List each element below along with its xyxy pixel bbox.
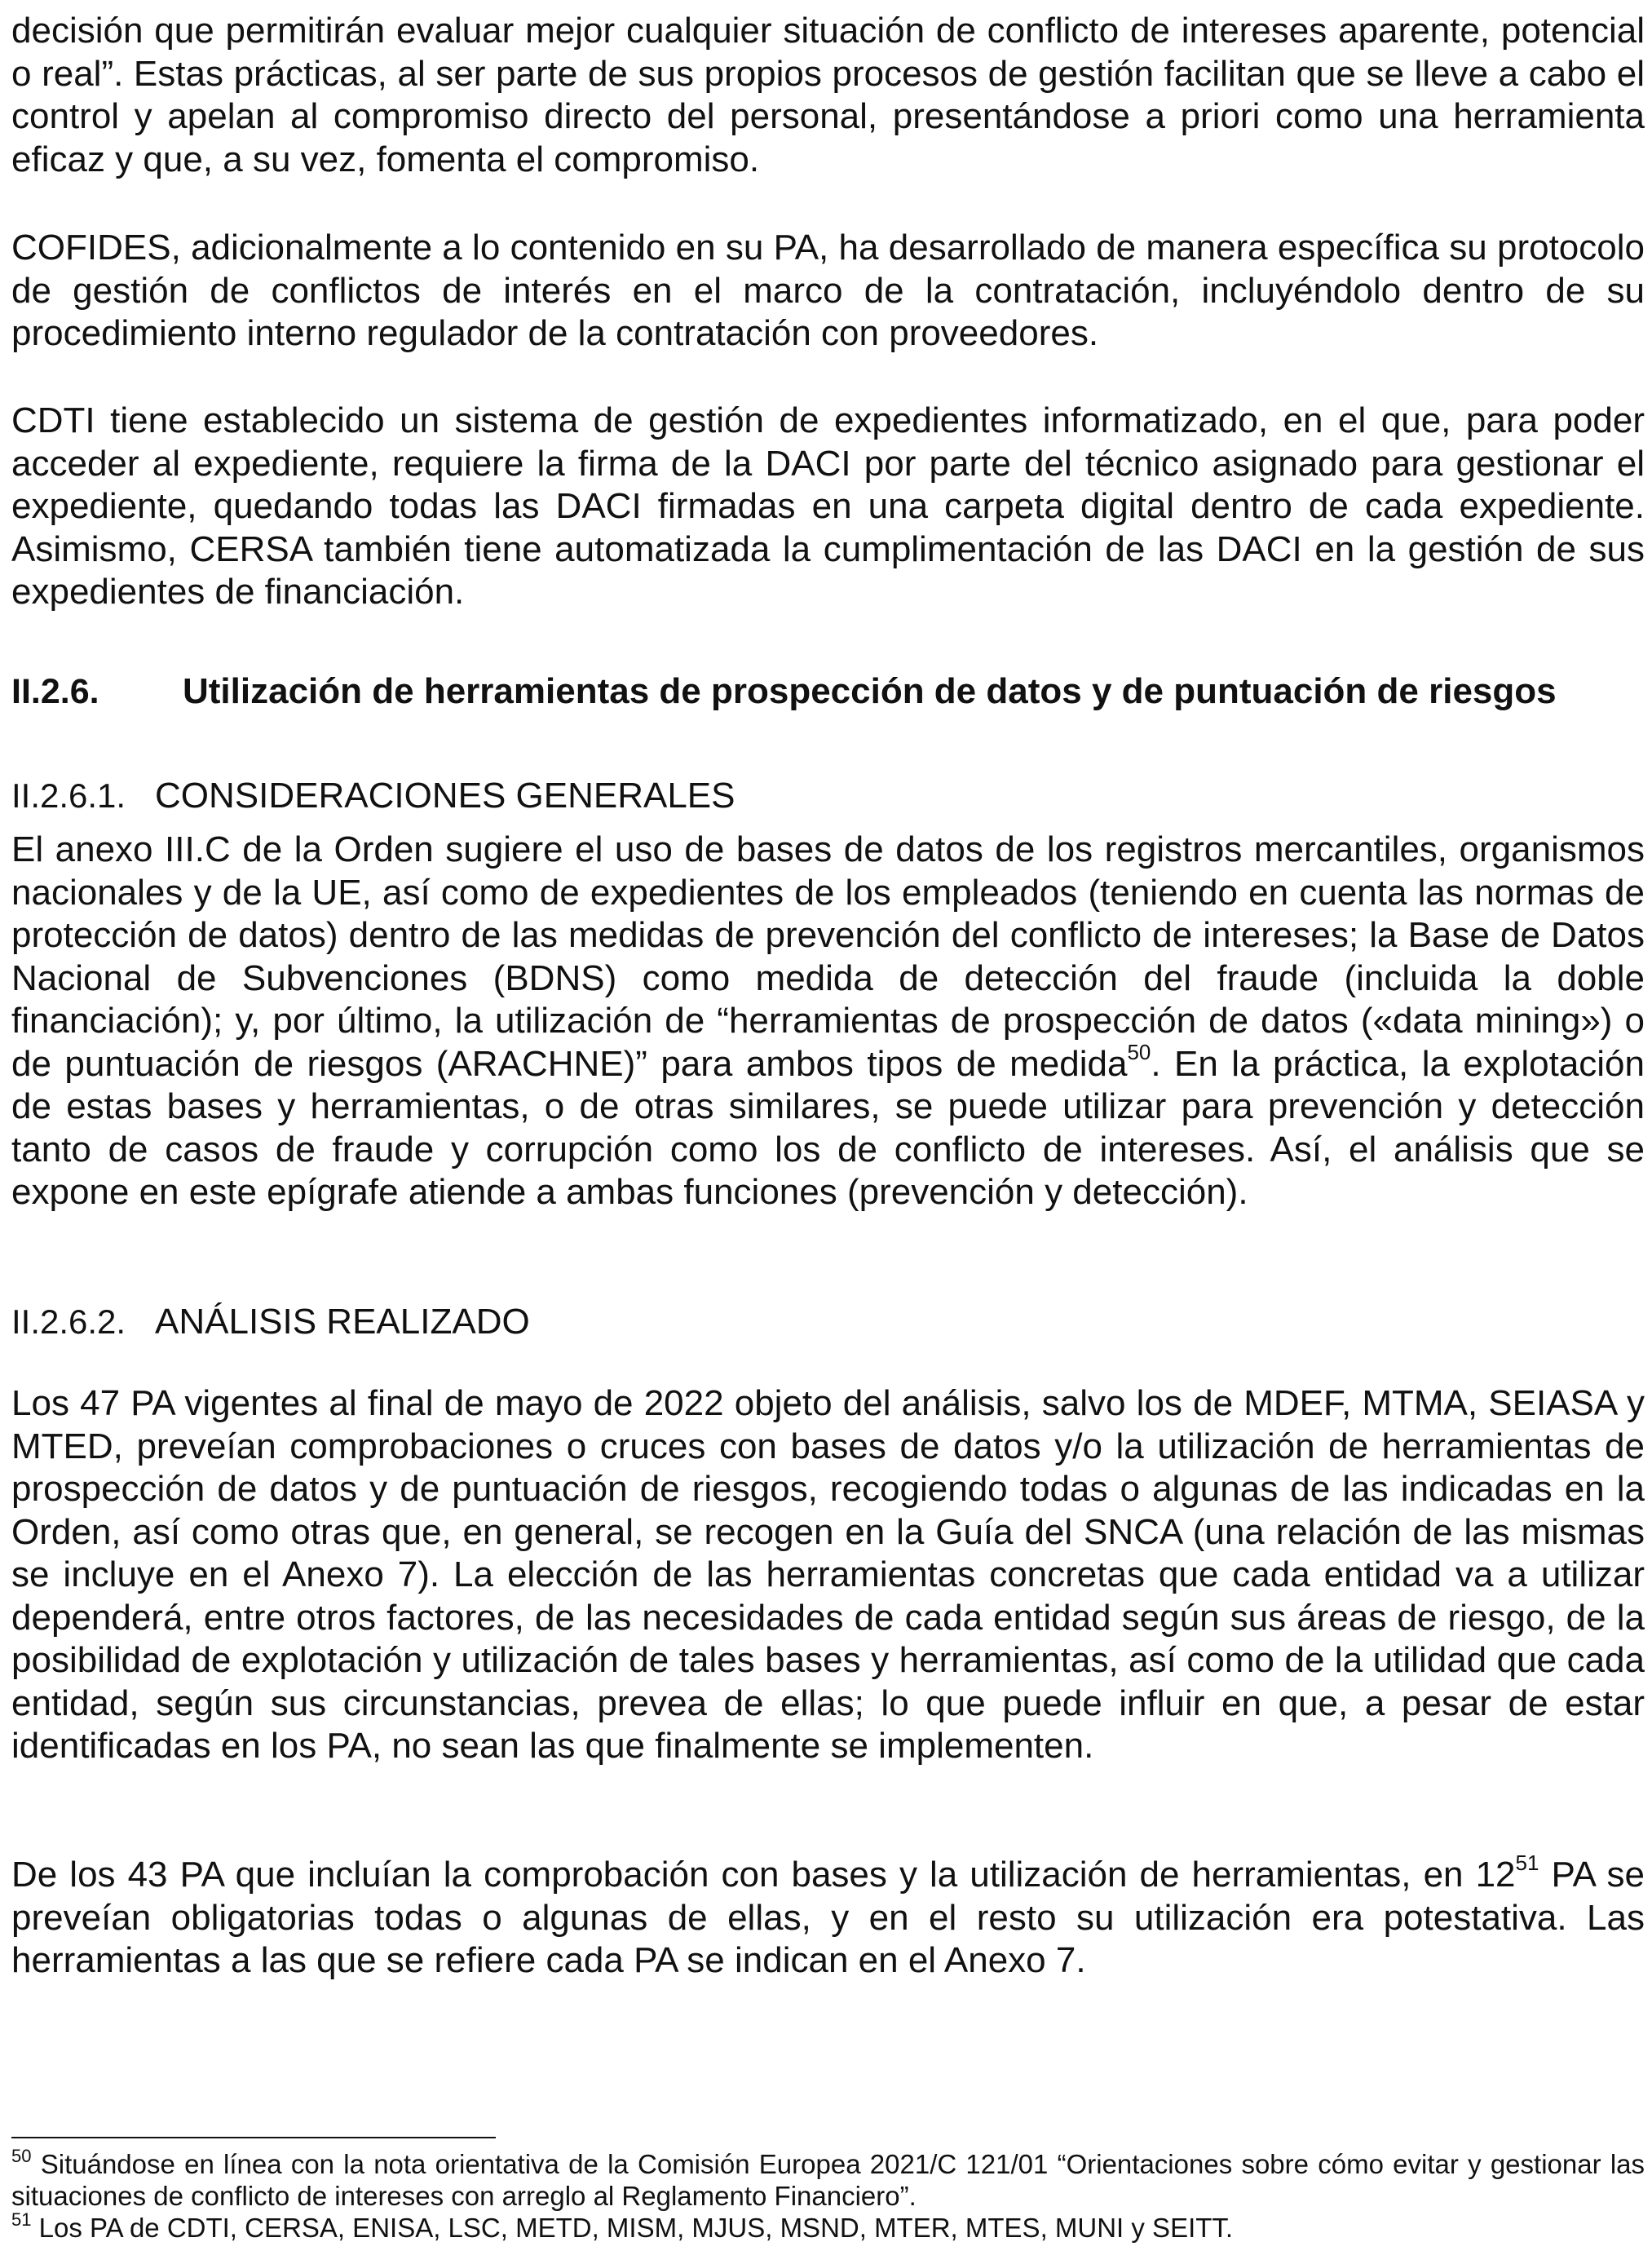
footnotes	[11, 2148, 1645, 2244]
footnote-50	[11, 2148, 1645, 2212]
subsection-number: II.2.6.1.	[11, 776, 126, 815]
footnote-text: Situándose en línea con la nota orientativa de la Comisión Europea 2021/C 121/01 “Orientaciones sobre cómo evitar y gestionar las situaciones de conflicto de intereses con arreglo al Reglamento Financiero”.	[11, 2149, 1645, 2211]
subsection-number: II.2.6.2.	[11, 1302, 126, 1341]
subsection-title: CONSIDERACIONES GENERALES	[155, 776, 735, 816]
footnote-text: Los PA de CDTI, CERSA, ENISA, LSC, METD, MISM, MJUS, MSND, MTER, MTES, MUNI y SEITT.	[31, 2213, 1234, 2243]
paragraph-47-pa: Los 47 PA vigentes al final de mayo de 2022 objeto del análisis, salvo los de MDEF, MTMA, SEIASA y MTED, preveían comprobaciones o cruces con bases de datos y/o la utilización de herramientas de prospección de datos y de puntuación de riesgos, recogiendo todas o algunas de las indicadas en la Orden, así como otras que, en general, se recogen en la Guía del SNCA (una relación de las mismas se incluye en el Anexo 7). La elección de las herramientas concretas que cada entidad va a utilizar dependerá, entre otros factores, de las necesidades de cada entidad según sus áreas de riesgo, de la posibilidad de explotación y utilización de tales bases y herramientas, así como de la utilidad que cada entidad, según sus circunstancias, prevea de ellas; lo que puede influir en que, a pesar de estar identificadas en los PA, no sean las que finalmente se implementen.	[11, 1383, 1645, 1766]
paragraph-43-pa	[11, 1851, 1645, 1983]
paragraph-text: PA se preveían obligatorias todas o algunas de ellas, y en el resto su utilización era potestativa. Las herramientas a las que se refiere cada PA se indican en el Anexo 7.	[11, 1855, 1645, 1980]
section-heading	[11, 670, 1645, 713]
section-number: II.2.6.	[11, 672, 99, 711]
paragraph-text: El anexo III.C de la Orden sugiere el uso de bases de datos de los registros mercantiles, organismos nacionales y de la UE, así como de expedientes de los empleados (teniendo en cuenta las normas de protección de datos) dentro de las medidas de prevención del conflicto de intereses; la Base de Datos Nacional de Subvenciones (BDNS) como medida de detección del fraude (incluida la doble financiación); y, por último, la utilización de “herramientas de prospección de datos («data mining») o de puntuación de riesgos (ARACHNE)” para ambos tipos de medida	[11, 829, 1645, 1084]
paragraph-text: . En la práctica, la explotación de estas bases y herramientas, o de otras similares, se puede utilizar para prevención y detección tanto de casos de fraude y corrupción como los de conflicto de intereses. Así, el análisis que se expone en este epígrafe atiende a ambas funciones (prevención y detección).	[11, 1043, 1645, 1212]
paragraph-cdti-cersa: CDTI tiene establecido un sistema de gestión de expedientes informatizado, en el que, para poder acceder al expediente, requiere la firma de la DACI por parte del técnico asignado para gestionar el expediente, quedando todas las DACI firmadas en una carpeta digital dentro de cada expediente. Asimismo, CERSA también tiene automatizada la cumplimentación de las DACI en la gestión de sus expedientes de financiación.	[11, 400, 1645, 612]
footnote-reference-51[interactable]: 51	[1515, 1851, 1539, 1875]
paragraph-conflict-practices: decisión que permitirán evaluar mejor cualquier situación de conflicto de intereses aparente, potencial o real”. Estas prácticas, al ser parte de sus propios procesos de gestión facilitan que se lleve a cabo el control y apelan al compromiso directo del personal, presentándose a priori como una herramienta eficaz y que, a su vez, fomenta el compromiso.	[11, 11, 1645, 179]
footnote-number: 50	[11, 2146, 32, 2166]
paragraph-annex-iii-c	[11, 829, 1645, 1214]
footnote-number: 51	[11, 2209, 32, 2230]
subsection-heading-analysis	[11, 1301, 530, 1343]
footnote-reference-50[interactable]: 50	[1127, 1039, 1151, 1064]
subsection-title: ANÁLISIS REALIZADO	[155, 1302, 530, 1342]
paragraph-text: De los 43 PA que incluían la comprobación con bases y la utilización de herramientas, en 12	[11, 1855, 1516, 1895]
footnote-51	[11, 2209, 1645, 2244]
section-title: Utilización de herramientas de prospección de datos y de puntuación de riesgos	[183, 671, 1557, 711]
subsection-heading-general	[11, 775, 735, 817]
footnote-separator	[11, 2137, 496, 2138]
paragraph-cofides: COFIDES, adicionalmente a lo contenido en su PA, ha desarrollado de manera específica su protocolo de gestión de conflictos de interés en el marco de la contratación, incluyéndolo dentro de su procedimiento interno regulador de la contratación con proveedores.	[11, 228, 1645, 353]
